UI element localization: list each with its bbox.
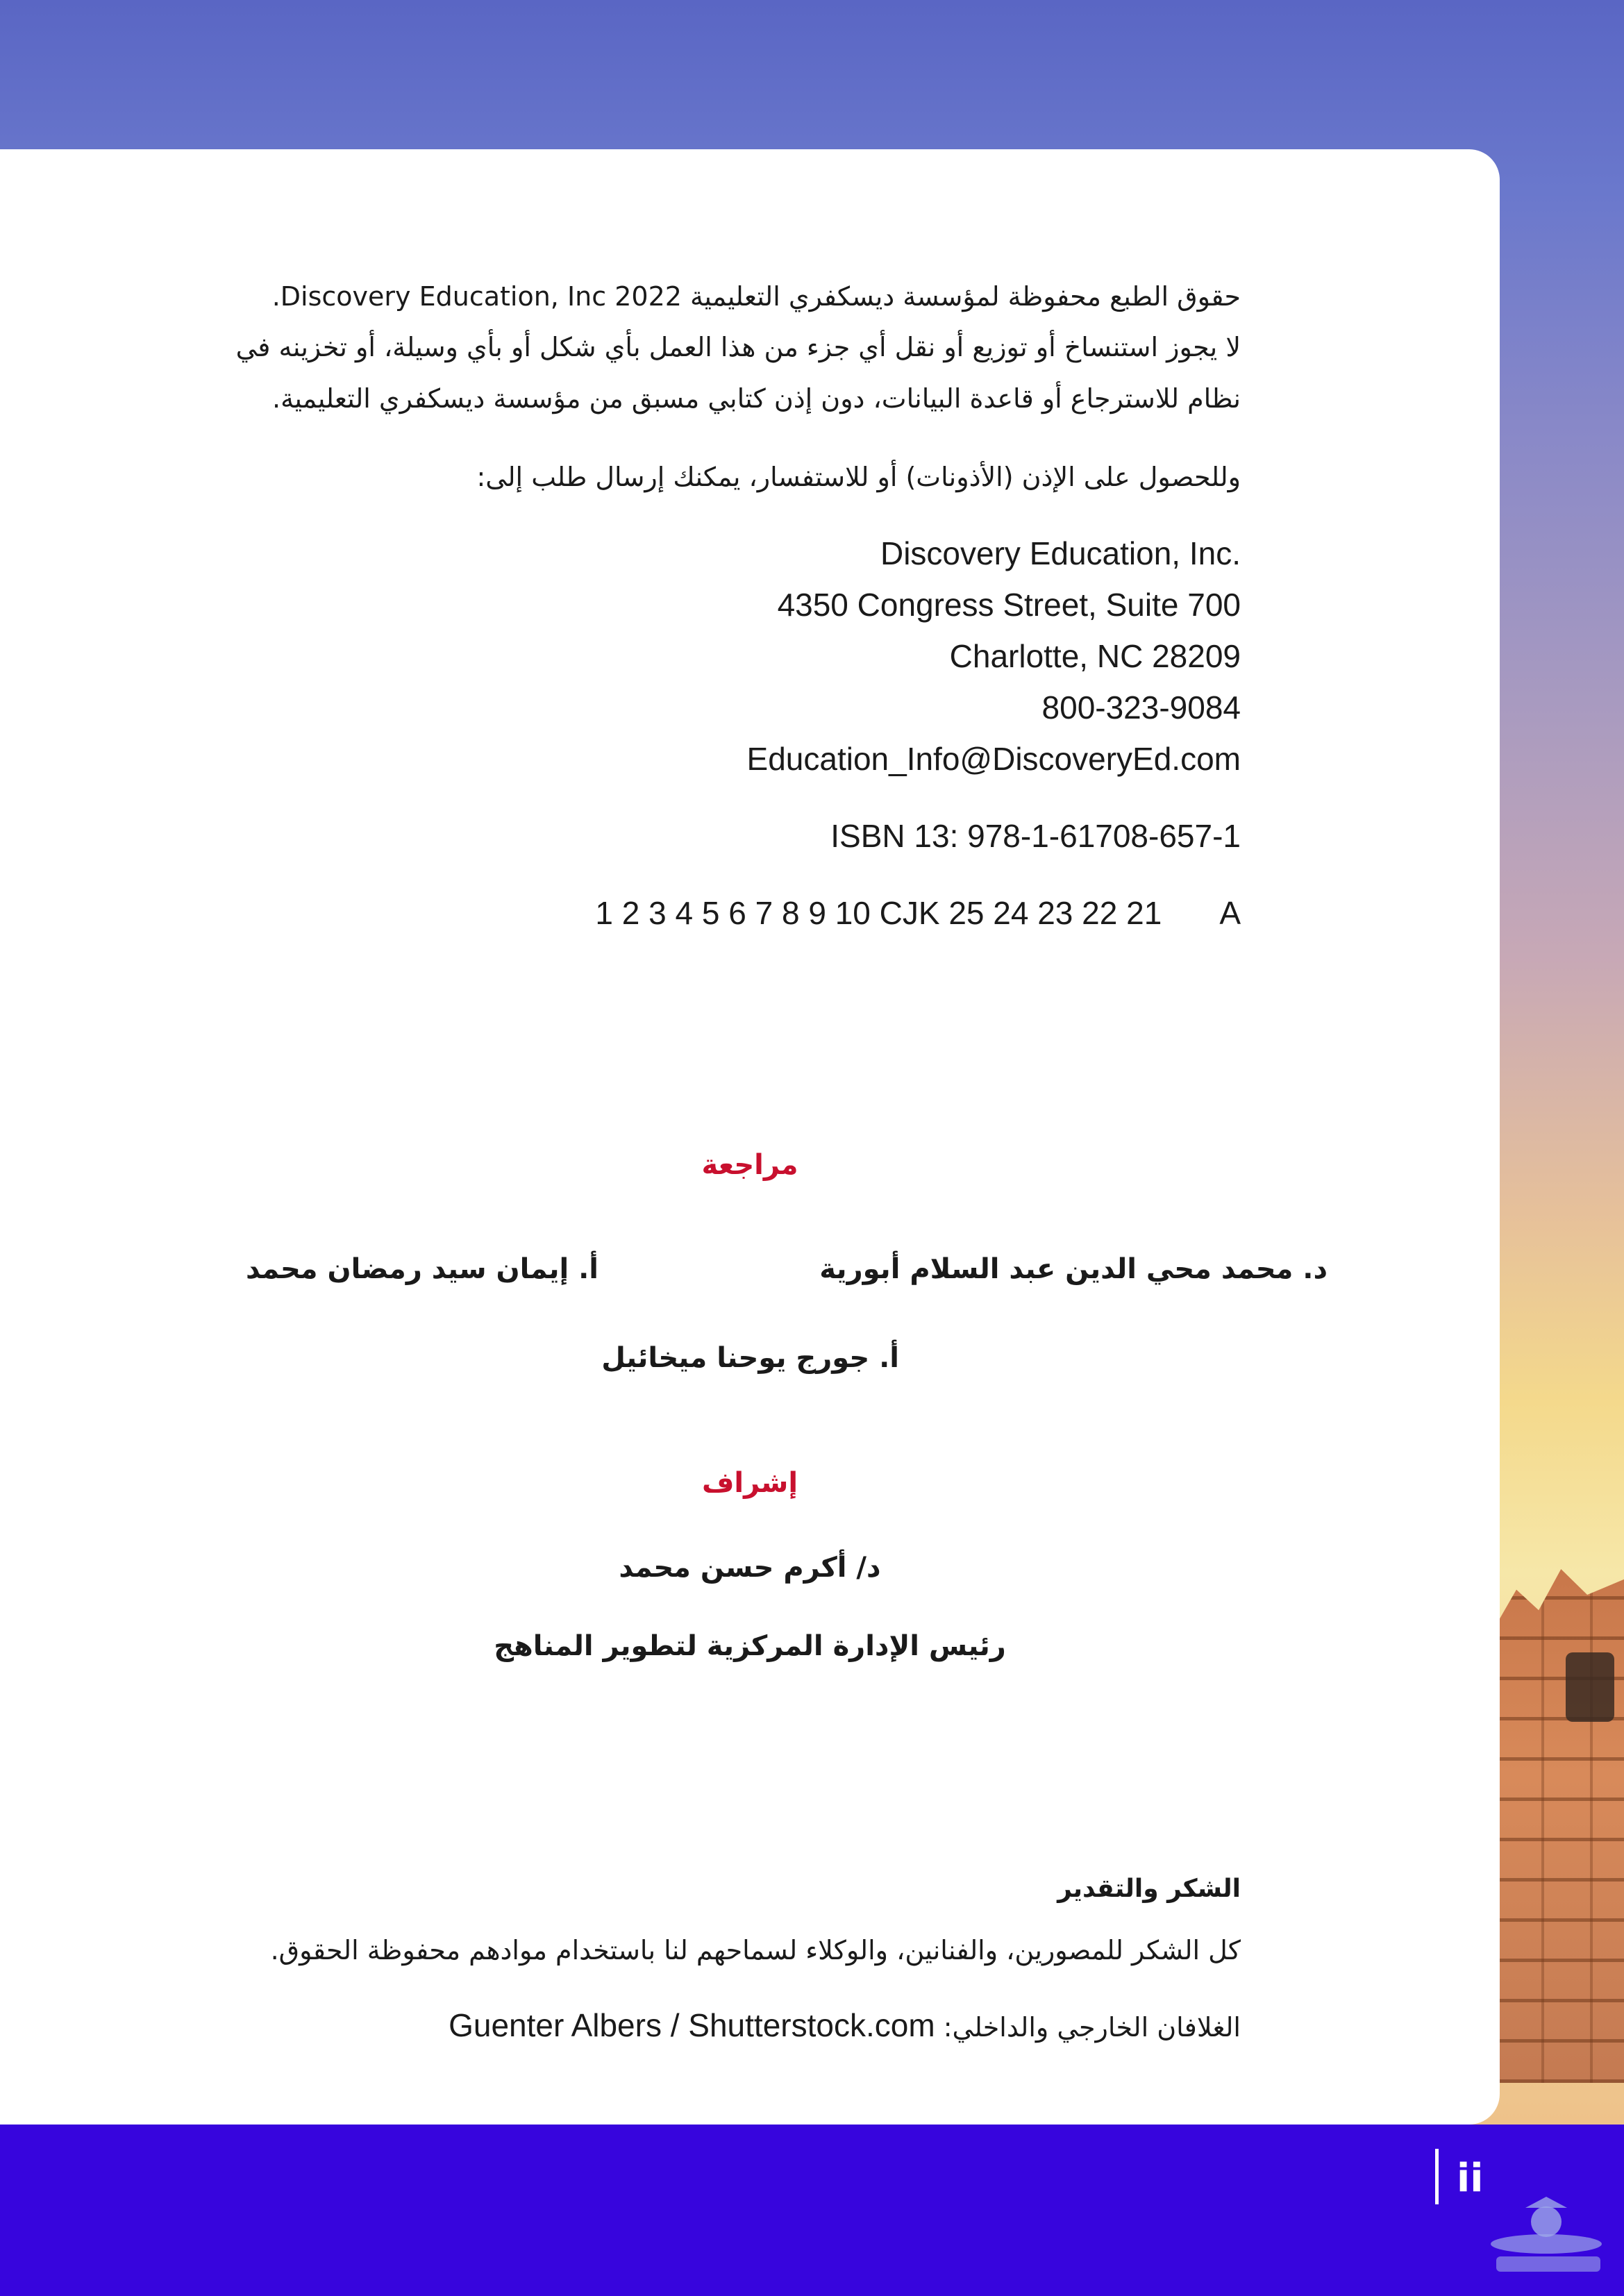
supervisor-title-row <box>0 1630 1500 1662</box>
ruins-shadow <box>1566 1652 1614 1722</box>
reviewer-2: أ. إيمان سيد رمضان محمد <box>246 1253 598 1285</box>
page-card <box>0 149 1500 2125</box>
isbn: ISBN 13: 978-1-61708-657-1 <box>830 818 1241 854</box>
address-city: Charlotte, NC 28209 <box>949 638 1241 674</box>
reviewer-3: أ. جورج يوحنا ميخائيل <box>601 1342 899 1374</box>
copyright-line-1: حقوق الطبع محفوظة لمؤسسة ديسكفري التعليمية Discovery Education, Inc 2022. <box>271 281 1241 312</box>
watermark-logo-icon <box>1468 2187 1624 2296</box>
address-company: Discovery Education, Inc. <box>880 535 1241 571</box>
footer-bar <box>0 2125 1624 2296</box>
copyright-line-2: لا يجوز استنساخ أو توزيع أو نقل أي جزء من هذا العمل بأي شكل أو بأي وسيلة، أو تخزينه في <box>235 332 1241 362</box>
ruins-image <box>1493 1569 1624 2083</box>
printing-line <box>595 894 1241 932</box>
printing-letter: A <box>1219 895 1241 931</box>
supervisor-name: د/ أكرم حسن محمد <box>619 1552 881 1584</box>
cover-credit-source: Guenter Albers / Shutterstock.com <box>449 2007 935 2043</box>
supervisor-title: رئيس الإدارة المركزية لتطوير المناهج <box>494 1630 1006 1662</box>
cover-credit-label: الغلافان الخارجي والداخلي: <box>943 2012 1241 2043</box>
printing-sequence: 1 2 3 4 5 6 7 8 9 10 CJK 25 24 23 22 21 <box>595 895 1162 931</box>
permission-line: وللحصول على الإذن (الأذونات) أو للاستفسار، يمكنك إرسال طلب إلى: <box>476 462 1241 492</box>
review-heading: مراجعة <box>701 1149 798 1181</box>
supervision-heading: إشراف <box>701 1467 798 1499</box>
ack-text: كل الشكر للمصورين، والفنانين، والوكلاء لسماحهم لنا باستخدام موادهم محفوظة الحقوق. <box>270 1935 1241 1966</box>
supervisor-row <box>0 1552 1500 1584</box>
address-phone: 800-323-9084 <box>1041 689 1241 726</box>
page-number: ii <box>1457 2156 1484 2201</box>
address-street: 4350 Congress Street, Suite 700 <box>777 587 1241 623</box>
ack-heading: الشكر والتقدير <box>1057 1875 1241 1903</box>
page-separator <box>1435 2149 1439 2204</box>
copyright-line-3: نظام للاسترجاع أو قاعدة البيانات، دون إذن كتابي مسبق من مؤسسة ديسكفري التعليمية. <box>271 383 1241 414</box>
address-email: Education_Info@DiscoveryEd.com <box>746 741 1241 777</box>
reviewer-1: د. محمد محي الدين عبد السلام أبورية <box>819 1253 1328 1285</box>
cover-credit-line <box>449 2006 1241 2044</box>
